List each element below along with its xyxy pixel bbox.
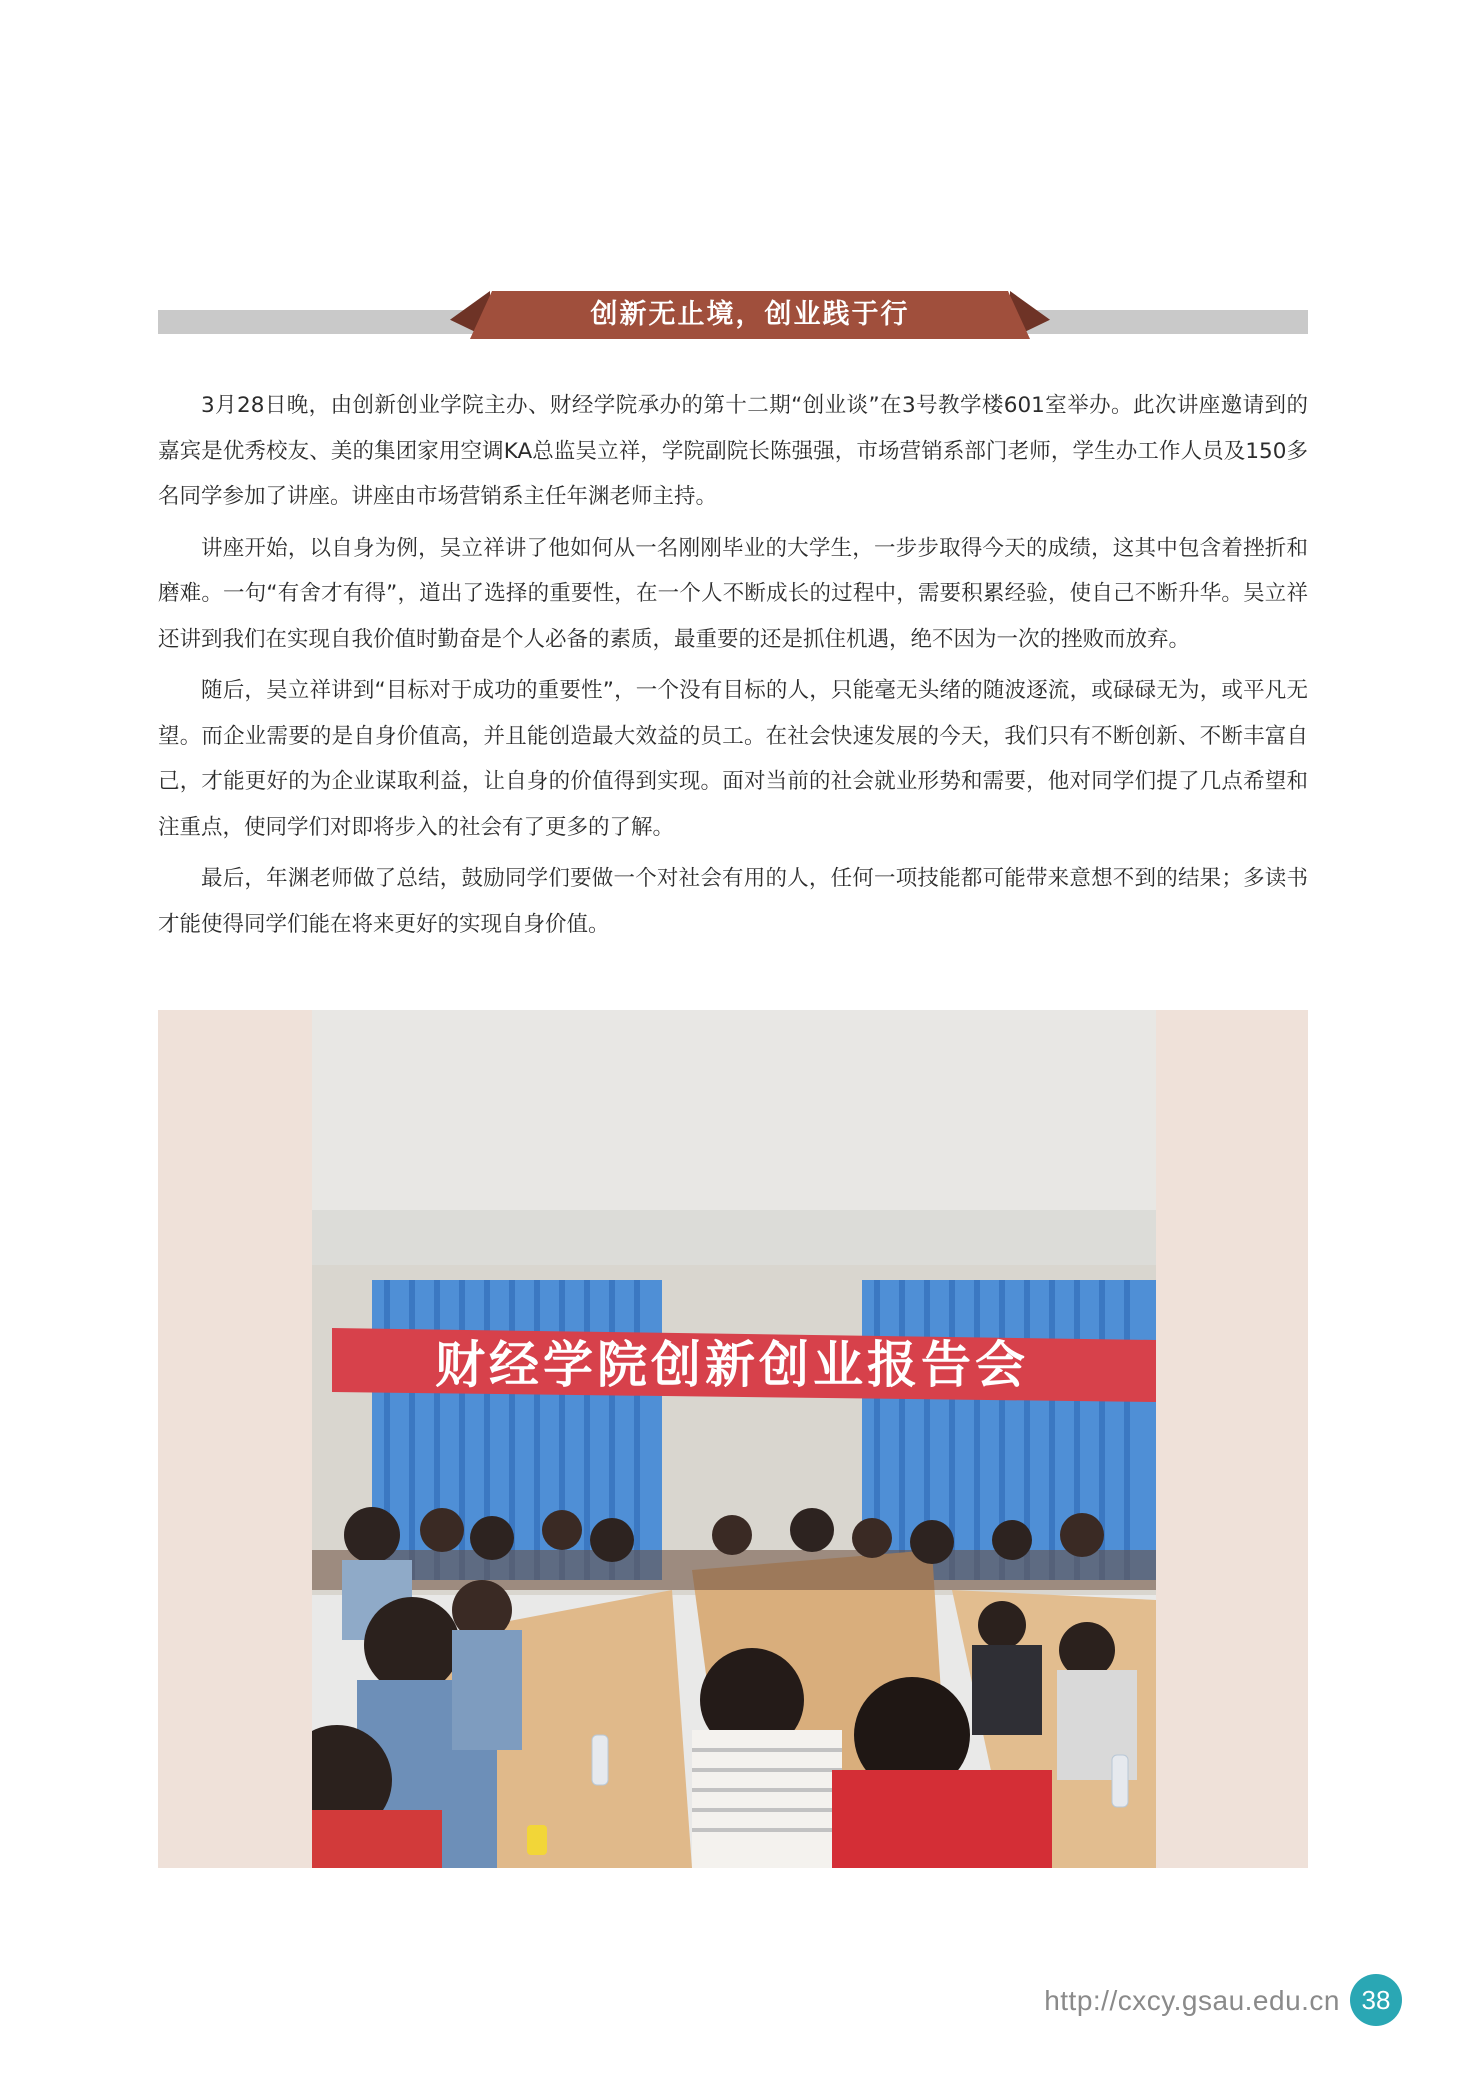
article-paragraph: 3月28日晚，由创新创业学院主办、财经学院承办的第十二期“创业谈”在3号教学楼601室举办。此次讲座邀请到的嘉宾是优秀校友、美的集团家用空调KA总监吴立祥，学院副院长陈强强，市场营销系部门老师，学生办工作人员及150多名同学参加了讲座。讲座由市场营销系主任年渊老师主持。 <box>158 393 1308 509</box>
article-paragraph: 讲座开始，以自身为例，吴立祥讲了他如何从一名刚刚毕业的大学生，一步步取得今天的成绩，这其中包含着挫折和磨难。一句“有舍才有得”，道出了选择的重要性，在一个人不断成长的过程中，需要积累经验，使自己不断升华。吴立祥还讲到我们在实现自我价值时勤奋是个人必备的素质，最重要的还是抓住机遇，绝不因为一次的挫败而放弃。 <box>158 535 1308 652</box>
article-paragraph: 最后，年渊老师做了总结，鼓励同学们要做一个对社会有用的人，任何一项技能都可能带来意想不到的结果；多读书才能使得同学们能在将来更好的实现自身价值。 <box>158 866 1308 937</box>
page-number-badge: 38 <box>1350 1974 1402 2026</box>
section-title: 创新无止境，创业践于行 <box>590 299 910 330</box>
footer-url: http://cxcy.gsau.edu.cn <box>1044 1985 1340 2016</box>
article-body <box>158 383 1308 953</box>
banner-text: 财经学院创新创业报告会 <box>435 1336 1029 1394</box>
article-paragraph: 随后，吴立祥讲到“目标对于成功的重要性”，一个没有目标的人，只能毫无头绪的随波逐流，或碌碌无为，或平凡无望。而企业需要的是自身价值高，并且能创造最大效益的员工。在社会快速发展的今天，我们只有不断创新、不断丰富自己，才能更好的为企业谋取利益，让自身的价值得到实现。面对当前的社会就业形势和需要，他对同学们提了几点希望和注重点，使同学们对即将步入的社会有了更多的了解。 <box>158 678 1308 840</box>
lecture-photo <box>312 1010 1156 1868</box>
